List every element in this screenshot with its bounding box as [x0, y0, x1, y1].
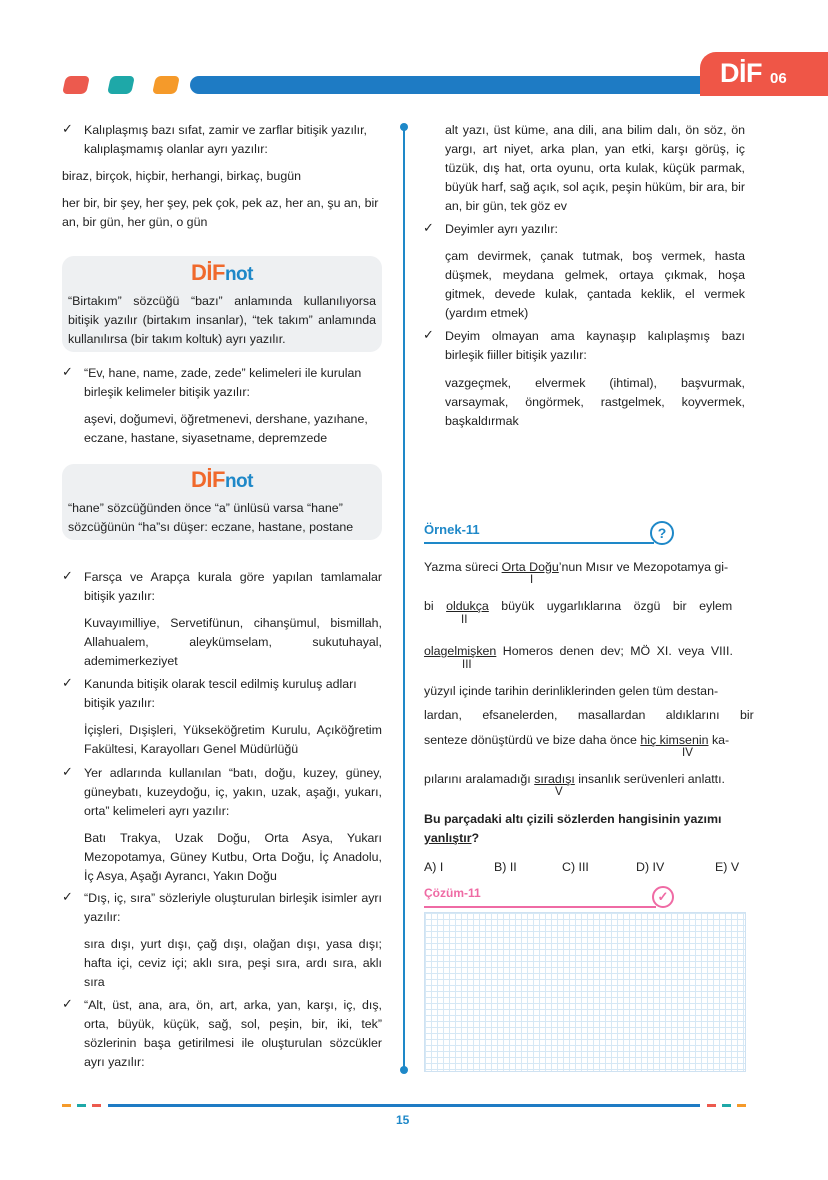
rule-5: [62, 764, 382, 821]
rule-8: [423, 220, 745, 239]
answer-options: [424, 860, 744, 880]
dif-note-logo: DİFnot: [191, 467, 253, 492]
divider-dot-bottom: [400, 1066, 408, 1074]
option-b[interactable]: B) II: [494, 860, 517, 874]
check-icon: ✓: [62, 675, 73, 690]
brand-logo: DİF: [720, 58, 762, 88]
check-icon: ✓: [62, 996, 73, 1011]
rule-2-example: aşevi, doğumevi, öğretmenevi, dershane, yazıhane, eczane, hastane, siyasetname, depremzede: [84, 412, 368, 445]
check-icon: ✓: [62, 764, 73, 779]
numeral-4: IV: [682, 747, 693, 759]
unit-number: 06: [770, 70, 787, 87]
rule-1-title: Kalıplaşmış bazı sıfat, zamir ve zarflar bitişik yazılır, kalıplaşmamış olanlar ayrı yazılır:: [84, 123, 367, 156]
rule-5-example: Batı Trakya, Uzak Doğu, Orta Asya, Yukarı Mezopotamya, Güney Kutbu, Orta Doğu, İç Anadolu, İç Asya, Aşağı Ayrancı, Yakın Doğu: [84, 831, 382, 883]
rule-9-example: vazgeçmek, elvermek (ihtimal), başvurmak, varsaymak, öngörmek, rastgelmek, koyvermek, başkaldırmak: [445, 376, 745, 428]
rule-4-example: İçişleri, Dışişleri, Yükseköğretim Kurulu, Açıköğretim Fakültesi, Karayolları Genel Müdürlüğü: [84, 723, 382, 756]
check-icon: ✓: [423, 327, 434, 342]
footer-dash-teal: [77, 1104, 86, 1107]
check-icon: ✓: [423, 220, 434, 235]
solution-title: Çözüm-11: [424, 886, 481, 900]
example-title-line: [424, 542, 654, 544]
question-circle-icon: ?: [650, 521, 674, 545]
footer-dash-teal-right: [722, 1104, 731, 1107]
question-text: Bu parçadaki altı çizili sözlerden hangisinin yazımı yanlıştır?: [424, 812, 722, 845]
footer-dash-orange-right: [737, 1104, 746, 1107]
header-dot-red: [62, 76, 90, 94]
rule-2-title: “Ev, hane, name, zade, zede” kelimeleri ile kurulan birleşik kelimeler bitişik yazılır:: [84, 366, 362, 399]
check-icon: ✓: [62, 364, 73, 379]
passage-line-1: Yazma süreci Orta Doğu’nun Mısır ve Mezopotamya gi-: [424, 560, 729, 574]
numeral-2: II: [461, 614, 468, 626]
rule-4-title: Kanunda bitişik olarak tescil edilmiş kuruluş adları bitişik yazılır:: [84, 677, 357, 710]
dif-note-1-text: “Birtakım” sözcüğü “bazı” anlamında kullanılıyorsa bitişik yazılır (birtakım insanlar), “tek takım” anlamında kullanılırsa (bir takım koltuk) ayrı yazılır.: [68, 294, 376, 346]
rule-5-title: Yer adlarında kullanılan “batı, doğu, kuzey, güney, güneybatı, kuzeydoğu, iç, yakın, uzak, aşağı, yukarı, orta” kelimeleri ayrı yazılır:: [84, 766, 382, 818]
rule-4: [62, 675, 382, 713]
check-icon: ✓: [62, 568, 73, 583]
rule-3-title: Farsça ve Arapça kurala göre yapılan tamlamalar bitişik yazılır:: [84, 570, 382, 603]
header-dot-teal: [107, 76, 135, 94]
passage-line-2: bi oldukça büyük uygarlıklarına özgü bir eylem: [424, 599, 733, 613]
rule-7-title: “Alt, üst, ana, ara, ön, art, arka, yan, karşı, iç, dış, orta, büyük, küçük, sağ, sol, peşin, bir, iki, tek” sözlerinin başa getirilmesi ile oluşturulan sözcükler ayrı yazılır:: [84, 998, 382, 1069]
rule-1: [62, 121, 382, 159]
numeral-3: III: [462, 659, 472, 671]
numeral-1: I: [530, 574, 534, 586]
option-a[interactable]: A) I: [424, 860, 444, 874]
solution-title-line: [424, 906, 656, 908]
page-number: 15: [396, 1113, 410, 1127]
divider-dot-top: [400, 123, 408, 131]
rule-6-example: sıra dışı, yurt dışı, çağ dışı, olağan dışı, yasa dışı; hafta içi, ceviz içi; aklı sıra, peşi sıra, ardı sıra, aklı sıra: [84, 937, 382, 989]
passage-line-3: olagelmişken Homeros denen dev; MÖ XI. veya VIII.: [424, 644, 733, 658]
option-d[interactable]: D) IV: [636, 860, 665, 874]
rule-3: [62, 568, 382, 606]
option-c[interactable]: C) III: [562, 860, 589, 874]
dif-note-2: [62, 464, 382, 540]
option-e[interactable]: E) V: [715, 860, 740, 874]
footer-line: [108, 1104, 700, 1107]
example-title: Örnek-11: [424, 522, 480, 537]
solution-grid[interactable]: [424, 912, 746, 1072]
rule-6-title: “Dış, iç, sıra” sözleriyle oluşturulan birleşik isimler ayrı yazılır:: [84, 891, 382, 924]
rule-9-title: Deyim olmayan ama kaynaşıp kalıplaşmış bazı birleşik fiiller bitişik yazılır:: [445, 329, 745, 362]
dif-note-2-text: “hane” sözcüğünden önce “a” ünlüsü varsa “hane” sözcüğünün “ha”sı düşer: eczane, hastane, postane: [68, 501, 354, 534]
rule-8-title: Deyimler ayrı yazılır:: [445, 222, 558, 236]
header-dot-orange: [152, 76, 180, 94]
rule-6: [62, 889, 382, 927]
passage-line-4: yüzyıl içinde tarihin derinliklerinden gelen tüm destan-: [424, 684, 719, 698]
rule-1-example-2: her bir, bir şey, her şey, pek çok, pek az, her an, şu an, bir an, bir gün, her gün, o gün: [62, 196, 379, 229]
numeral-5: V: [555, 786, 563, 798]
rule-7: [62, 996, 382, 1072]
rule-9: [423, 327, 745, 365]
check-icon: ✓: [62, 121, 73, 136]
header-brand-tab: [700, 52, 828, 96]
dif-note-1: [62, 256, 382, 352]
footer-dash-red-right: [707, 1104, 716, 1107]
column-divider: [403, 126, 405, 1070]
passage-line-7: pılarını aralamadığı sıradışı insanlık serüvenleri anlattı.: [424, 772, 725, 786]
header-bar: [190, 76, 730, 94]
dif-note-logo: DİFnot: [191, 260, 253, 285]
check-circle-icon: ✓: [652, 886, 674, 908]
rule-1-example-1: biraz, birçok, hiçbir, herhangi, birkaç, bugün: [62, 169, 301, 183]
rule-8-example: çam devirmek, çanak tutmak, boş vermek, hasta düşmek, meydana gelmek, ortaya çıkmak, hoşa gitmek, devede kulak, çantada keklik, el vermek (yardım etmek): [445, 249, 745, 320]
rule-3-example: Kuvayımilliye, Servetifünun, cihanşümul, bismillah, Allahualem, aleykümselam, sukutuhayal, ademimerkeziyet: [84, 616, 382, 668]
rule-2: [62, 364, 382, 402]
footer-dash-orange: [62, 1104, 71, 1107]
passage-line-5: lardan, efsanelerden, masallardan aldıklarını bir: [424, 708, 754, 722]
footer-dash-red: [92, 1104, 101, 1107]
rule-7-example: alt yazı, üst küme, ana dili, ana bilim dalı, ön söz, ön yargı, art niyet, arka plan, yan etki, karşı görüş, iç tüzük, dış hat, orta oyunu, orta kulak, küçük parmak, büyük harf, sağ açık, sol açık, peşin hüküm, bir ara, bir an, bir gün, tek göz ev: [445, 123, 745, 213]
check-icon: ✓: [62, 889, 73, 904]
passage-line-6: senteze dönüştürdü ve bize daha önce hiç kimsenin ka-: [424, 733, 730, 747]
